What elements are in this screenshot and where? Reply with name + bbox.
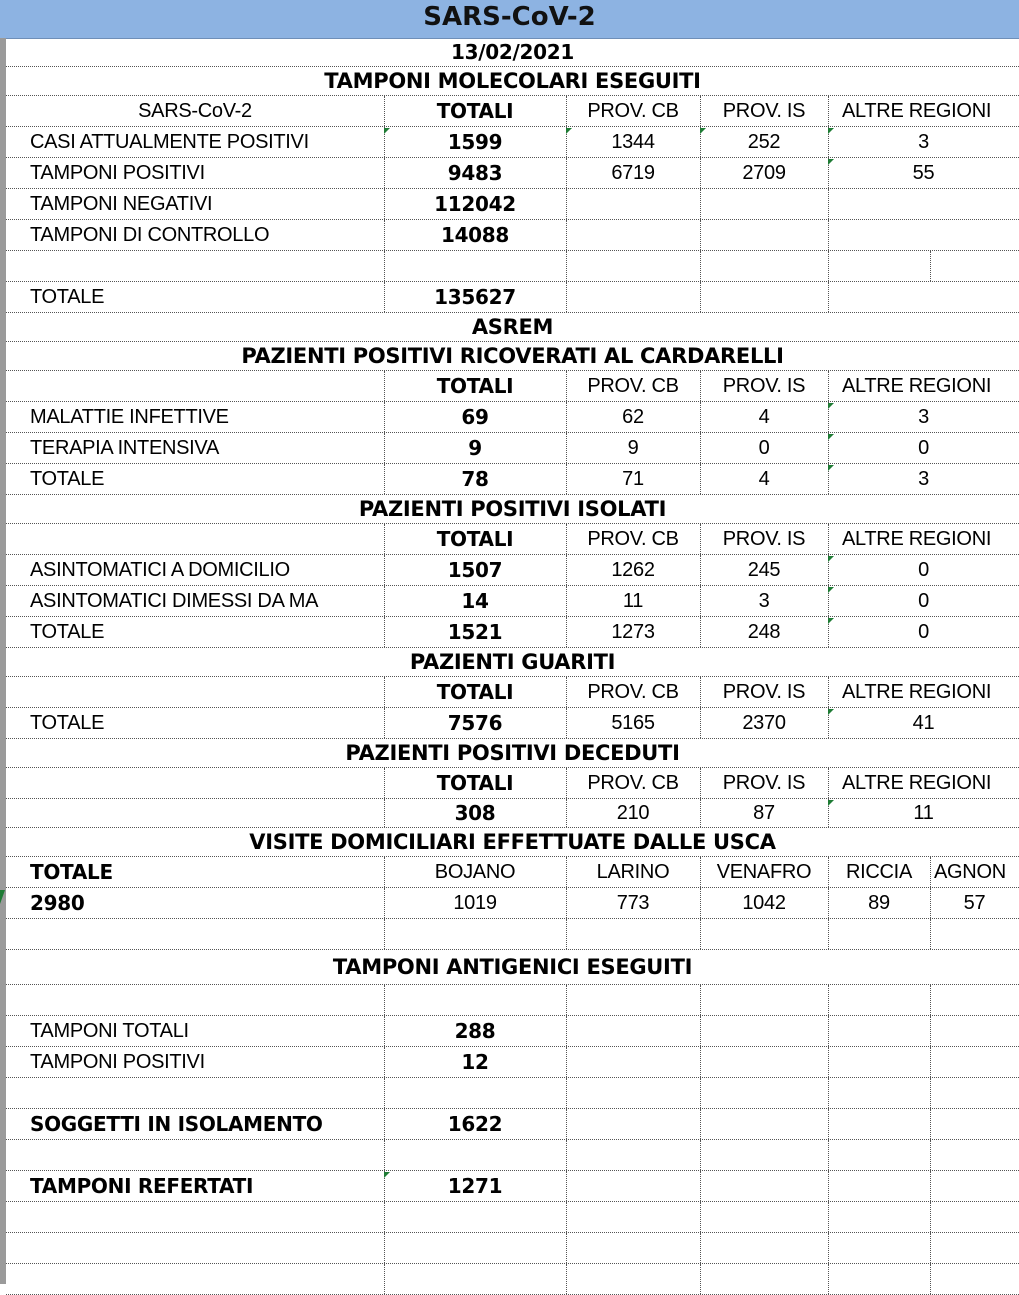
cell-is: 87 — [753, 801, 775, 824]
row-label: TOTALE — [30, 711, 105, 734]
row-label: TOTALE — [30, 467, 105, 490]
usca-col-venafro: VENAFRO — [716, 860, 812, 883]
col-is-header: PROV. IS — [722, 527, 806, 550]
cell-is: 4 — [758, 467, 770, 490]
col-altre-header: ALTRE REGIONI — [842, 99, 992, 122]
row-label: TAMPONI DI CONTROLLO — [30, 223, 270, 246]
cell-totali: 135627 — [434, 285, 516, 309]
empty-row — [6, 919, 1019, 950]
col-is-header: PROV. IS — [722, 771, 806, 794]
col-altre-header: ALTRE REGIONI — [842, 680, 992, 703]
guariti-header-row — [6, 677, 1019, 708]
table-row — [6, 617, 1019, 648]
col-altre-header: ALTRE REGIONI — [842, 374, 992, 397]
referitati-row — [6, 1171, 1019, 1202]
usca-col-larino: LARINO — [596, 860, 670, 883]
section-title-row — [6, 648, 1019, 677]
usca-totale-value: 2980 — [30, 891, 85, 915]
cell-totali: 288 — [454, 1019, 496, 1043]
col-cb-header: PROV. CB — [587, 99, 679, 122]
empty-row — [6, 1233, 1019, 1264]
cell-is: 2709 — [742, 161, 786, 184]
soggetti-label: SOGGETTI IN ISOLAMENTO — [30, 1112, 323, 1136]
total-row — [6, 282, 1019, 313]
col-altre-header: ALTRE REGIONI — [842, 771, 992, 794]
col-totali-header: TOTALI — [436, 99, 514, 123]
deceduti-header-row — [6, 768, 1019, 799]
cell-altre: 0 — [918, 620, 929, 643]
isolati-title: PAZIENTI POSITIVI ISOLATI — [358, 497, 667, 521]
table-row — [6, 220, 1019, 251]
col-is-header: PROV. IS — [722, 680, 806, 703]
table-row — [6, 708, 1019, 739]
empty-row — [6, 251, 1019, 282]
cell-altre: 0 — [918, 589, 929, 612]
antigenici-title: TAMPONI ANTIGENICI ESEGUITI — [332, 955, 693, 979]
cell-totali: 308 — [454, 801, 496, 825]
sheet-header — [0, 0, 1019, 39]
usca-col-riccia: RICCIA — [846, 860, 912, 883]
row-label: TAMPONI NEGATIVI — [30, 192, 213, 215]
empty-row — [6, 1202, 1019, 1233]
cell-is: 245 — [747, 558, 781, 581]
cell-cb: 9 — [627, 436, 639, 459]
col-is-header: PROV. IS — [722, 99, 806, 122]
cell-totali: 69 — [461, 405, 489, 429]
cell-totali: 12 — [461, 1050, 489, 1074]
table-row — [6, 189, 1019, 220]
col-totali-header: TOTALI — [436, 680, 514, 704]
col-altre-header: ALTRE REGIONI — [842, 527, 992, 550]
cell-cb: 5165 — [611, 711, 655, 734]
section-title-row — [6, 495, 1019, 524]
cell-totali: 78 — [461, 467, 489, 491]
col-totali-header: TOTALI — [436, 527, 514, 551]
cell-cb: 62 — [622, 405, 644, 428]
cell-altre: 11 — [913, 801, 934, 824]
table-row — [6, 799, 1019, 828]
row-label: TOTALE — [30, 285, 105, 308]
usca-venafro-value: 1042 — [742, 891, 786, 914]
cell-cb: 1273 — [611, 620, 655, 643]
ricoverati-header-row — [6, 371, 1019, 402]
cell-totali: 7576 — [447, 711, 503, 735]
section-title-row — [6, 739, 1019, 768]
usca-bojano-value: 1019 — [453, 891, 497, 914]
table-row — [6, 586, 1019, 617]
cell-altre: 55 — [912, 161, 935, 184]
col-cb-header: PROV. CB — [587, 527, 679, 550]
cell-altre: 0 — [918, 436, 929, 459]
isolati-header-row — [6, 524, 1019, 555]
cell-totali: 14 — [461, 589, 489, 613]
usca-col-agnone: AGNON — [934, 860, 1006, 883]
table-row — [6, 158, 1019, 189]
usca-riccia-value: 89 — [868, 891, 890, 914]
table-row — [6, 1016, 1019, 1047]
cell-warning-marker — [0, 890, 5, 904]
usca-col-bojano: BOJANO — [434, 860, 516, 883]
table-row — [6, 433, 1019, 464]
col-is-header: PROV. IS — [722, 374, 806, 397]
col-cb-header: PROV. CB — [587, 374, 679, 397]
cell-is: 3 — [758, 589, 770, 612]
table-row — [6, 555, 1019, 586]
empty-row — [6, 1140, 1019, 1171]
row-label: TAMPONI POSITIVI — [30, 161, 205, 184]
empty-row — [6, 1078, 1019, 1109]
row-label: TAMPONI POSITIVI — [30, 1050, 205, 1073]
row-label: ASINTOMATICI DIMESSI DA MA — [30, 589, 319, 612]
col-cb-header: PROV. CB — [587, 771, 679, 794]
date-row — [6, 38, 1019, 67]
section-title-row — [6, 950, 1019, 985]
cell-cb: 11 — [622, 589, 644, 612]
molecolari-header-row — [6, 96, 1019, 127]
asrem-title: ASREM — [471, 315, 554, 339]
ricoverati-title: PAZIENTI POSITIVI RICOVERATI AL CARDARELLI — [241, 344, 784, 368]
usca-agnone-value: 57 — [963, 891, 986, 914]
referitati-value: 1271 — [447, 1174, 503, 1198]
row-label: TAMPONI TOTALI — [30, 1019, 189, 1042]
cell-totali: 1599 — [447, 130, 503, 154]
cell-altre: 3 — [918, 405, 929, 428]
deceduti-title: PAZIENTI POSITIVI DECEDUTI — [345, 741, 680, 765]
usca-values-row — [6, 888, 1019, 919]
usca-title: VISITE DOMICILIARI EFFETTUATE DALLE USCA — [249, 830, 776, 854]
cell-cb: 1262 — [611, 558, 655, 581]
cell-is: 252 — [747, 130, 781, 153]
cell-altre: 3 — [918, 130, 929, 153]
cell-totali: 14088 — [440, 223, 510, 247]
soggetti-value: 1622 — [447, 1112, 503, 1136]
col-label-header: SARS-CoV-2 — [138, 99, 252, 122]
cell-altre: 41 — [912, 711, 935, 734]
row-label: MALATTIE INFETTIVE — [30, 405, 229, 428]
table-row — [6, 464, 1019, 495]
row-label: CASI ATTUALMENTE POSITIVI — [30, 130, 309, 153]
report-date: 13/02/2021 — [451, 40, 574, 64]
usca-col-totale: TOTALE — [30, 860, 113, 884]
row-label: ASINTOMATICI A DOMICILIO — [30, 558, 290, 581]
cell-is: 2370 — [742, 711, 786, 734]
referitati-label: TAMPONI REFERTATI — [30, 1174, 254, 1198]
cell-totali: 1507 — [447, 558, 503, 582]
cell-is: 248 — [747, 620, 781, 643]
empty-row — [6, 985, 1019, 1016]
section-title-row — [6, 313, 1019, 342]
cell-cb: 1344 — [611, 130, 655, 153]
section-title-row — [6, 67, 1019, 96]
cell-totali: 1521 — [447, 620, 503, 644]
guariti-title: PAZIENTI GUARITI — [409, 650, 616, 674]
col-cb-header: PROV. CB — [587, 680, 679, 703]
table-row — [6, 402, 1019, 433]
cell-is: 4 — [758, 405, 770, 428]
soggetti-row — [6, 1109, 1019, 1140]
table-row — [6, 127, 1019, 158]
section-title-row — [6, 342, 1019, 371]
col-totali-header: TOTALI — [436, 374, 514, 398]
row-label: TOTALE — [30, 620, 105, 643]
cell-altre: 3 — [918, 467, 929, 490]
usca-larino-value: 773 — [616, 891, 650, 914]
cell-cb: 6719 — [611, 161, 655, 184]
cell-cb: 210 — [616, 801, 650, 824]
row-label: TERAPIA INTENSIVA — [30, 436, 220, 459]
sheet-title: SARS-CoV-2 — [423, 2, 596, 32]
table-row — [6, 1047, 1019, 1078]
cell-totali: 9 — [468, 436, 482, 460]
empty-row — [6, 1264, 1019, 1295]
spreadsheet-grid — [6, 38, 1019, 1295]
cell-cb: 71 — [622, 467, 644, 490]
cell-altre: 0 — [918, 558, 929, 581]
cell-totali: 9483 — [447, 161, 503, 185]
section-title-row — [6, 828, 1019, 857]
cell-is: 0 — [758, 436, 770, 459]
cell-totali: 112042 — [434, 192, 516, 216]
molecolari-title: TAMPONI MOLECOLARI ESEGUITI — [324, 69, 701, 93]
col-totali-header: TOTALI — [436, 771, 514, 795]
usca-header-row — [6, 857, 1019, 888]
